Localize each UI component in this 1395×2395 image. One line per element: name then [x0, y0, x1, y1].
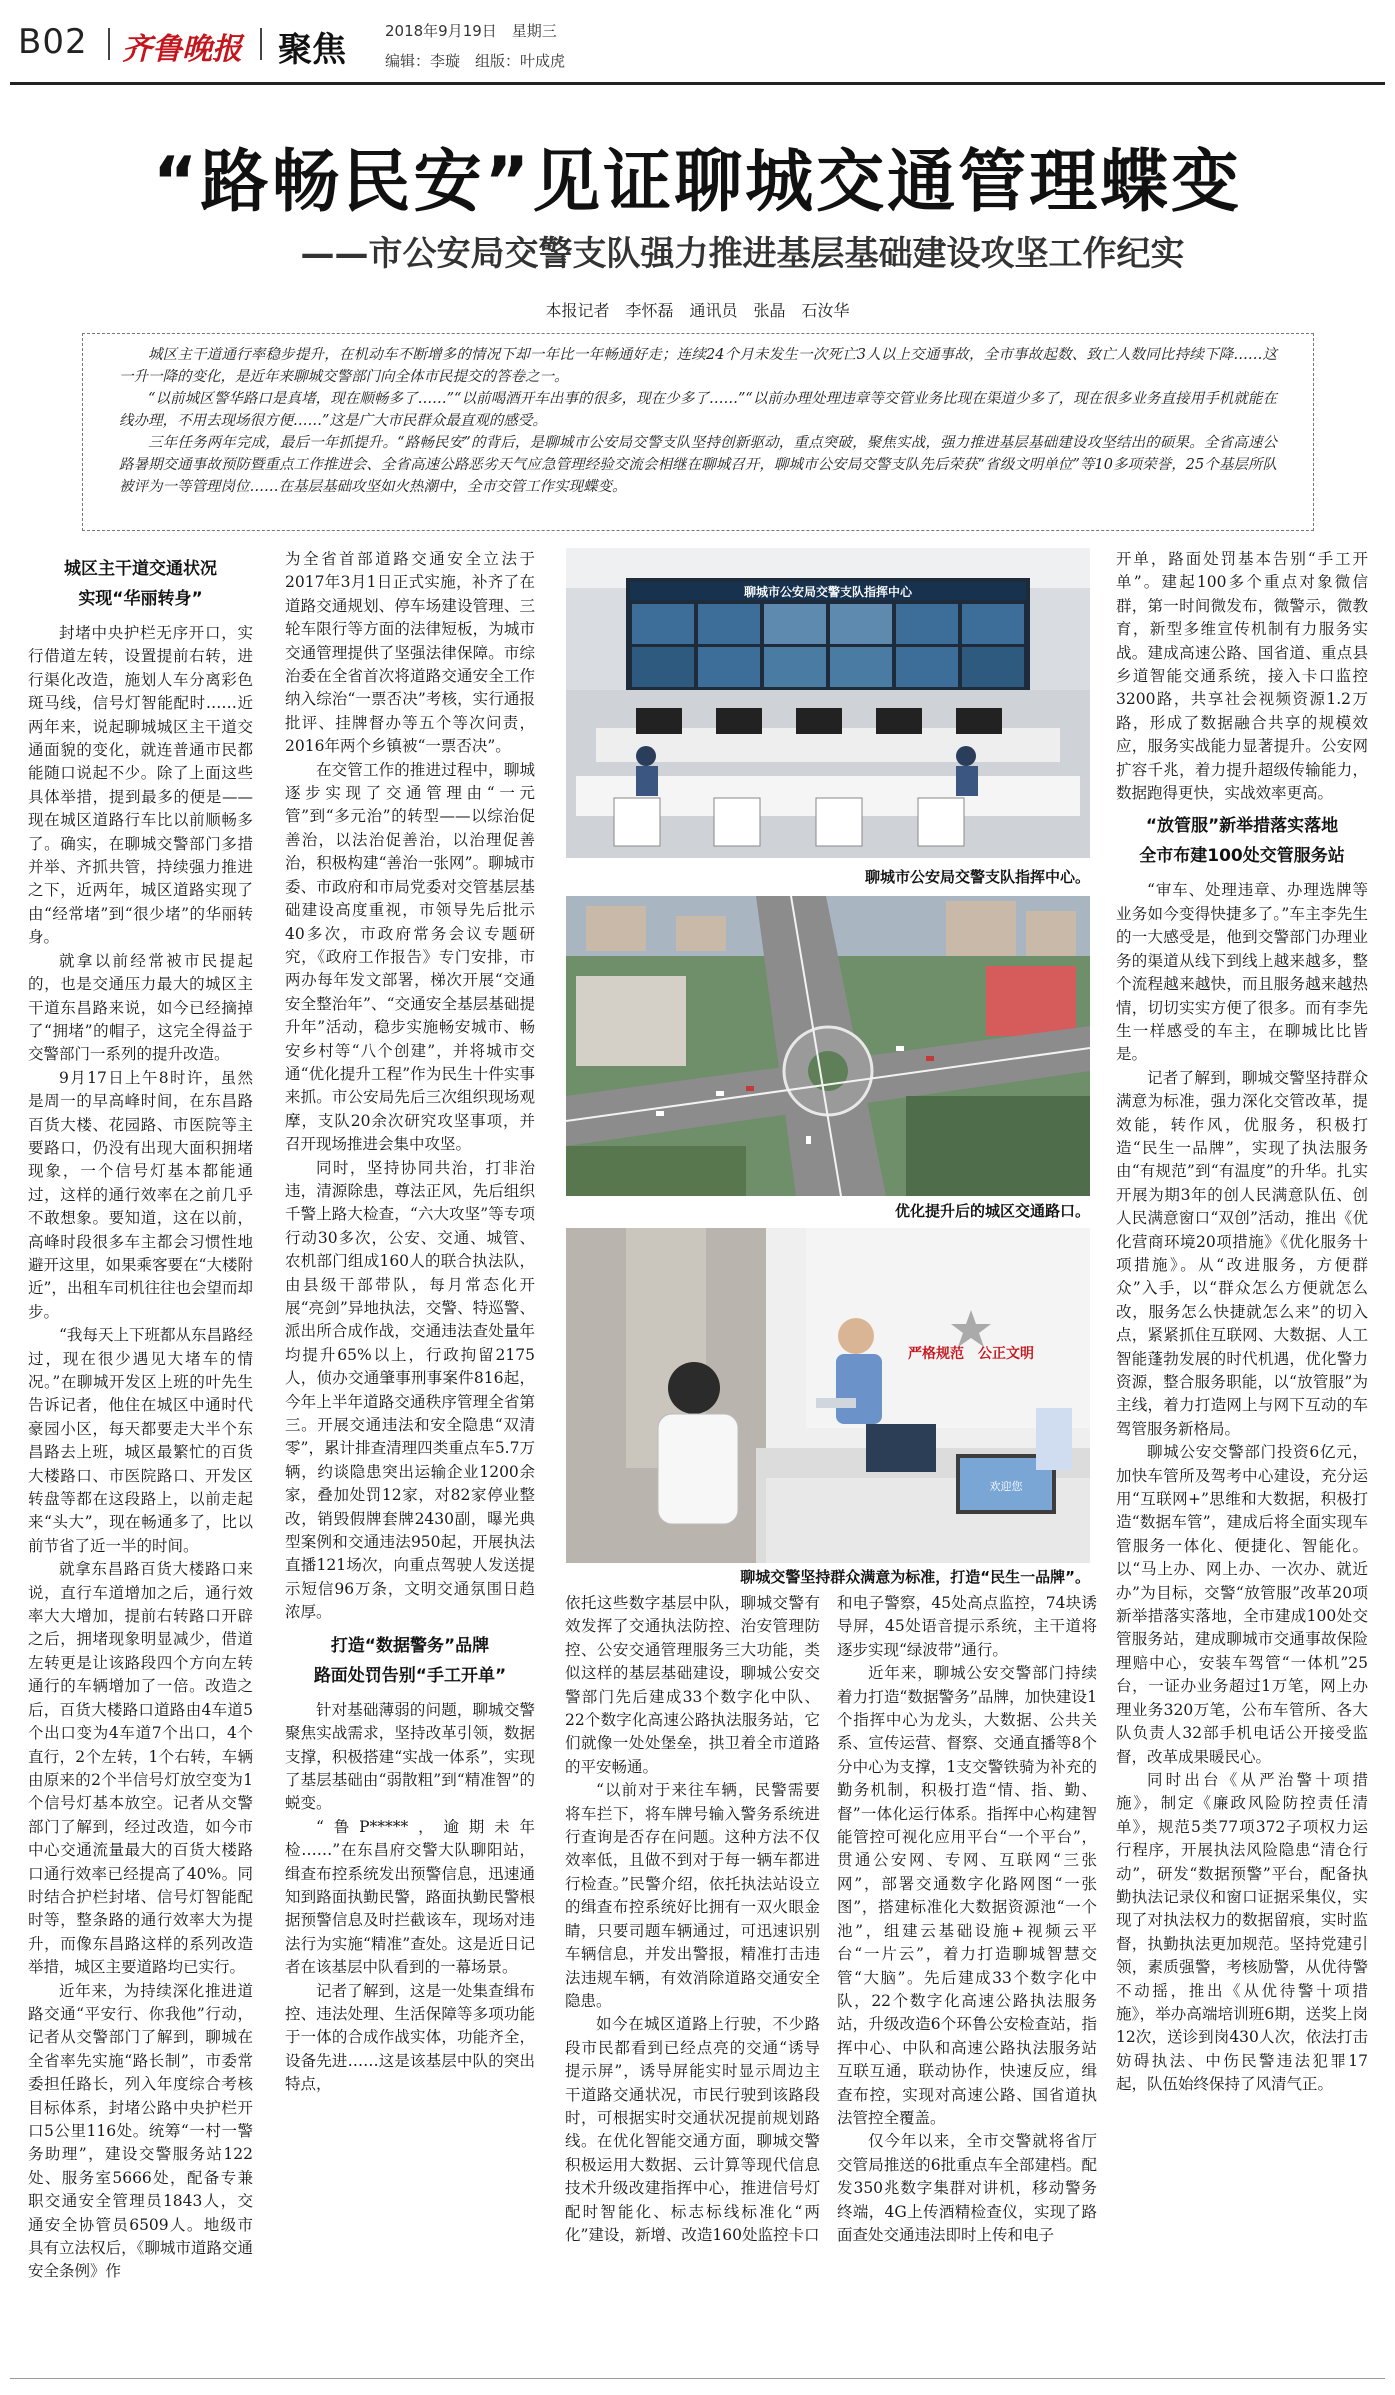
footer-rule	[10, 2378, 1385, 2379]
editor-credits: 编辑：李璇 组版：叶成虎	[385, 52, 566, 70]
section-heading-line: 实现“华丽转身”	[78, 589, 203, 609]
section-heading	[28, 554, 253, 614]
section-heading-line: 打造“数据警务”品牌	[330, 1635, 490, 1656]
body-paragraph: “审车、处理违章、办理选牌等业务如今变得快捷多了。”车主李先生的一大感受是，他到交警部门办理业务的渠道从线下到线上越来越多，整个流程越来越快，而且服务越来越热情，切切实实方便了很多。而有李先生一样感受的车主，在聊城比比皆是。	[1116, 881, 1368, 1064]
photo-caption: 聊城交警坚持群众满意为标准，打造“民生一品牌”。	[740, 1568, 1090, 1586]
body-paragraph: 就拿以前经常被市民提起的，也是交通压力最大的城区主干道东昌路来说，如今已经摘掉了“拥堵”的帽子，这完全得益于交警部门一系列的提升改造。	[28, 951, 253, 1064]
lead-paragraph: “以前城区警华路口是真堵，现在顺畅多了……”“以前喝酒开车出事的很多，现在少多了……”“以前办理处理违章等交管业务比现在渠道少多了，现在很多业务直接用手机就能在线办理，不用去现场很方便……”这是广大市民群众最直观的感受。	[119, 391, 1277, 429]
body-paragraph: 针对基础薄弱的问题，聊城交警聚焦实战需求，坚持改革引领，数据支撑，积极搭建“实战一体系”，实现了基层基础由“弱散粗”到“精准智”的蜕变。	[285, 1700, 535, 1813]
masthead-divider	[108, 28, 110, 60]
body-paragraph: 聊城公安交警部门投资6亿元，加快车管所及驾考中心建设，充分运用“互联网+”思维和大数据，积极打造“数据车管”，建成后将全面实现车管服务一体化、便捷化、智能化。以“马上办、网上办、一次办、就近办”为目标，交警“放管服”改革20项新举措落实落地，全市建成100处交管服务站，建成聊城市交通事故保险理赔中心，安装车驾管“一体机”25台，一证办业务超过1万笔，网上办理业务320万笔，公布车管所、各大队负责人32部手机电话公开接受监督，改革成果暖民心。	[1116, 1443, 1368, 1766]
issue-date: 2018年9月19日 星期三	[385, 22, 557, 40]
masthead	[10, 8, 1385, 78]
newspaper-logo: 齐鲁晚报	[122, 32, 242, 67]
section-heading	[285, 1631, 535, 1691]
lead-paragraph: 三年任务两年完成，最后一年抓提升。“路畅民安”的背后，是聊城市公安局交警支队坚持创新驱动，重点突破，聚焦实战，强力推进基层基础建设攻坚结出的硕果。全省高速公路暑期交通事故预防暨重点工作推进会、全省高速公路恶劣天气应急管理经验交流会相继在聊城召开，聊城市公安局交警支队先后荣获“省级文明单位”等10多项荣誉，25个基层所队被评为一等管理岗位……在基层基础攻坚如火热潮中，全市交管工作实现蝶变。	[119, 435, 1277, 495]
counter-screen-text: 欢迎您	[989, 1480, 1023, 1493]
body-paragraph: 记者了解到，聊城交警坚持群众满意为标准，强力深化交管改革，提效能，转作风，优服务，积极打造“民生一品牌”，实现了执法服务由“有规范”到“有温度”的升华。扎实开展为期3年的创人民满意队伍、创人民满意窗口“双创”活动，推出《优化营商环境20项措施》《优化服务十项措施》。从“改进服务，方便群众”入手，以“群众怎么方便就怎么改，服务怎么快捷就怎么来”的切入点，紧紧抓住互联网、大数据、人工智能蓬勃发展的时代机遇，优化警力资源，整合服务职能，以“放管服”为主线，着力打造网上与网下互动的车驾管服务新格局。	[1116, 1068, 1368, 1438]
body-paragraph: 就拿东昌路百货大楼路口来说，直行车道增加之后，通行效率大大增加，提前右转路口开辟之后，拥堵现象明显减少，借道左转更是让该路段四个方向左转通行的车辆增加了一倍。改造之后，百货大楼路口道路由4车道5个出口变为4车道7个出口，4个直行，2个左转，1个右转，车辆由原来的2个半信号灯放空变为1个信号灯基本放空。记者从交警部门了解到，经过改造，如今市中心交通流量最大的百货大楼路口通行效率已经提高了40%。同时结合护栏封堵、信号灯智能配时等，整条路的通行效率大为提升，而像东昌路这样的系列改造举措，城区主要道路均已实行。	[28, 1560, 253, 1977]
body-paragraph: 封堵中央护栏无序开口，实行借道左转，设置提前右转，进行渠化改造，施划人车分离彩色斑马线，信号灯智能配时……近两年来，说起聊城城区主干道交通面貌的变化，就连普通市民都能随口说起不少。除了上面这些具体举措，提到最多的便是——现在城区道路行车比以前顺畅多了。确实，在聊城交警部门多措并举、齐抓共管，持续强力推进之下，近两年，城区道路实现了由“经常堵”到“很少堵”的华丽转身。	[28, 624, 253, 947]
screen-title: 聊城市公安局交警支队指挥中心	[743, 585, 913, 599]
body-paragraph: 和电子警察，45处高点监控，74块诱导屏，45处语音提示系统，主干道将逐步实现“绿波带”通行。	[837, 1594, 1097, 1659]
body-paragraph: “我每天上下班都从东昌路经过，现在很少遇见大堵车的情况。”在聊城开发区上班的叶先生告诉记者，他住在城区中通时代豪园小区，每天都要走大半个东昌路去上班，城区最繁忙的百货大楼路口、市医院路口、开发区转盘等都在这段路上，以前走起来“头大”，现在畅通多了，比以前节省了近一半的时间。	[28, 1326, 253, 1555]
section-heading-line: 全市布建100处交管服务站	[1139, 846, 1345, 867]
photo-service-counter	[566, 1228, 1090, 1563]
body-paragraph: “以前对于来往车辆，民警需要将车拦下，将车牌号输入警务系统进行查询是否存在问题。这种方法不仅效率低，且做不到对于每一辆车都进行检查。”民警介绍，依托执法站设立的缉查布控系统好比拥有一双火眼金睛，只要司题车辆通过，可迅速识别车辆信息，并发出警报，精准打击违法违规车辆，有效消除道路交通安全隐患。	[565, 1781, 820, 2010]
body-paragraph: 在交管工作的推进过程中，聊城逐步实现了交通管理由“一元管”到“多元治”的转型——以综治促善治，以法治促善治，以治理促善治，积极构建“善治一张网”。聊城市委、市政府和市局党委对交管基层基础建设高度重视，市领导先后批示40多次，市政府常务会议专题研究，《政府工作报告》专门安排，市两办每年发文部署，梯次开展“交通安全整治年”、“交通安全基层基础提升年”活动，稳步实施畅安城市、畅安乡村等“八个创建”，并将城市交通“优化提升工程”作为民生十件实事来抓。市公安局先后三次组织现场观摩，支队20余次研究攻坚事项，并召开现场推进会集中攻坚。	[285, 760, 535, 1154]
lead-paragraph: 城区主干道通行率稳步提升，在机动车不断增多的情况下却一年比一年畅通好走；连续24个月未发生一次死亡3人以上交通事故，全市事故起数、致亡人数同比持续下降……这一升一降的变化，是近年来聊城交警部门向全体市民提交的答卷之一。	[119, 347, 1277, 385]
section-heading	[1116, 811, 1368, 871]
lead-box	[82, 333, 1314, 531]
body-paragraph: 如今在城区道路上行驶，不少路段市民都看到已经点亮的交通“诱导提示屏”，诱导屏能实时显示周边主干道路交通状况，市民行驶到该路段时，可根据实时交通状况提前规划路线。在优化智能交通方面，聊城交警积极运用大数据、云计算等现代信息技术升级改建指挥中心，推进信号灯配时智能化、标志标线标准化“两化”建设，新增、改造160处监控卡口	[565, 2015, 820, 2244]
photo-caption: 优化提升后的城区交通路口。	[894, 1202, 1090, 1220]
column-1	[28, 548, 253, 2358]
body-paragraph: 同时，坚持协同共治，打非治违，清源除患，尊法正风，先后组织千警上路大检查，“六大攻坚”等专项行动30多次，公安、交通、城管、农机部门组成160人的联合执法队，由县级干部带队，每月常态化开展“亮剑”异地执法，交警、特巡警、派出所合成作战，交通违法查处量年均提升65%以上，行政拘留2175人，侦办交通肇事刑事案件816起，今年上半年道路交通秩序管理全省第三。开展交通违法和安全隐患“双清零”，累计排查清理四类重点车5.7万辆，约谈隐患突出运输企业1200余家，叠加处罚12家，对82家停业整改，销毁假牌套牌2430副，曝光典型案例和交通违法950起，开展执法直播121场次，向重点驾驶人发送提示短信96万条，文明交通氛围日趋浓厚。	[285, 1158, 535, 1622]
photo-intersection	[566, 896, 1090, 1196]
section-heading-line: 路面处罚告别“手工开单”	[313, 1665, 507, 1686]
article-subheadline: ——市公安局交警支队强力推进基层基础建设攻坚工作纪实	[300, 234, 1185, 274]
header-rule	[10, 82, 1385, 85]
body-paragraph: 仅今年以来，全市交警就将省厅交管局推送的6批重点车全部建档。配发350兆数字集群对讲机，移动警务终端，4G上传酒精检查仪，实现了路面查处交通违法即时上传和电子	[837, 2132, 1097, 2244]
body-paragraph: 近年来，聊城公安交警部门持续着力打造“数据警务”品牌，加快建设1个指挥中心为龙头，大数据、公共关系、宣传运营、督察、交通直播等8个分中心为支撑，1支交警铁骑为补充的勤务机制，积极打造“情、指、勤、督”一体化运行体系。指挥中心构建智能管控可视化应用平台“一个平台”，贯通公安网、专网、互联网“三张网”，部署交通数字化路网图“一张图”，搭建标准化大数据资源池“一个池”，组建云基础设施+视频云平台“一片云”，着力打造聊城智慧交管“大脑”。先后建成33个数字化中队，22个数字化高速公路执法服务站，升级改造6个环鲁公安检查站，指挥中心、中队和高速公路执法服务站互联互通，联动协作，快速反应，缉查布控，实现对高速公路、国省道执法管控全覆盖。	[837, 1664, 1097, 2127]
body-paragraph: 9月17日上午8时许，虽然是周一的早高峰时间，在东昌路百货大楼、花园路、市医院等主要路口，仍没有出现大面积拥堵现象，一个信号灯基本都能通过，这样的通行效率在之前几乎不敢想象。要知道，这在以前，高峰时段很多车主都会习惯性地避开这里，如果乘客要在“大楼附近”，出租车司机往往也会望而却步。	[28, 1068, 253, 1321]
article-byline: 本报记者 李怀磊 通讯员 张晶 石汝华	[545, 301, 850, 320]
body-paragraph: 为全省首部道路交通安全立法于2017年3月1日正式实施，补齐了在道路交通规划、停车场建设管理、三轮车限行等方面的法律短板，为城市交通管理提供了坚强法律保障。市综治委在全省首次将道路交通安全工作纳入综治“一票否决”考核，实行通报批评、挂牌督办等五个等次问责，2016年两个乡镇被“一票否决”。	[285, 550, 535, 756]
masthead-divider	[260, 28, 262, 60]
page-number: B02	[18, 22, 88, 62]
body-paragraph: 记者了解到，这是一处集查缉布控、违法处理、生活保障等多项功能于一体的合成作战实体，功能齐全，设备先进……这是该基层中队的突出特点，	[285, 1981, 535, 2094]
body-paragraph: 同时出台《从严治警十项措施》，制定《廉政风险防控责任清单》，规范5类77项372子项权力运行程序，开展执法风险隐患“清仓行动”，研发“数据预警”平台，配备执勤执法记录仪和窗口证据采集仪，实现了对执法权力的数据留痕，实时监督，执勤执法更加规范。坚持党建引领，素质强警，考核励警，从优待警不动摇，推出《从优待警十项措施》，举办高端培训班6期，送奖上岗12次，送诊到岗430人次，依法打击妨碍执法、中伤民警违法犯罪17起，队伍始终保持了风清气正。	[1116, 1770, 1368, 2094]
section-heading-line: “放管服”新举措落实落地	[1145, 816, 1339, 837]
photo-command-center	[566, 548, 1090, 858]
column-4	[837, 1592, 1097, 2358]
body-paragraph: “鲁P*****，逾期未年检……”在东昌府交警大队聊阳站，缉查布控系统发出预警信息，迅速通知到路面执勤民警，路面执勤民警根据预警信息及时拦截该车，现场对违法行为实施“精准”查处。这是近日记者在该基层中队看到的一幕场景。	[285, 1817, 535, 1977]
article-headline: “路畅民安”见证聊城交通管理蝶变	[152, 143, 1243, 222]
body-paragraph: 近年来，为持续深化推进道路交通“平安行、你我他”行动，记者从交警部门了解到，聊城在全省率先实施“路长制”，市委常委担任路长，列入年度综合考核目标体系，封堵公路中央护栏开口5公里116处。统筹“一村一警务助理”，建设交警服务站122处、服务室5666处，配备专兼职交通安全管理员1843人，交通安全协管员6509人。地级市具有立法权后，《聊城市道路交通安全条例》作	[28, 1981, 253, 2281]
column-3	[565, 1592, 820, 2358]
body-paragraph: 依托这些数字基层中队，聊城交警有效发挥了交通执法防控、治安管理防控、公安交通管理服务三大功能，类似这样的基层基础建设，聊城公安交警部门先后建成33个数字化中队、22个数字化高速公路执法服务站，它们就像一处处堡垒，拱卫着全市道路的平安畅通。	[565, 1594, 820, 1776]
column-5	[1116, 548, 1368, 2358]
wall-slogan: 严格规范 公正文明	[908, 1346, 1034, 1362]
section-name: 聚焦	[278, 30, 346, 70]
section-heading-line: 城区主干道交通状况	[64, 559, 217, 579]
body-paragraph: 开单，路面处罚基本告别“手工开单”。建起100多个重点对象微信群，第一时间微发布，微警示，微教育，新型多维宣传机制有力服务实战。建成高速公路、国省道、重点县乡道智能交通系统，接入卡口监控3200路，共享社会视频资源1.2万路，形成了数据融合共享的规模效应，服务实战能力显著提升。公安网扩容千兆，着力提升超级传输能力，数据跑得更快，实战效率更高。	[1116, 550, 1368, 803]
photo-caption: 聊城市公安局交警支队指挥中心。	[864, 868, 1090, 886]
column-2	[285, 548, 535, 2358]
